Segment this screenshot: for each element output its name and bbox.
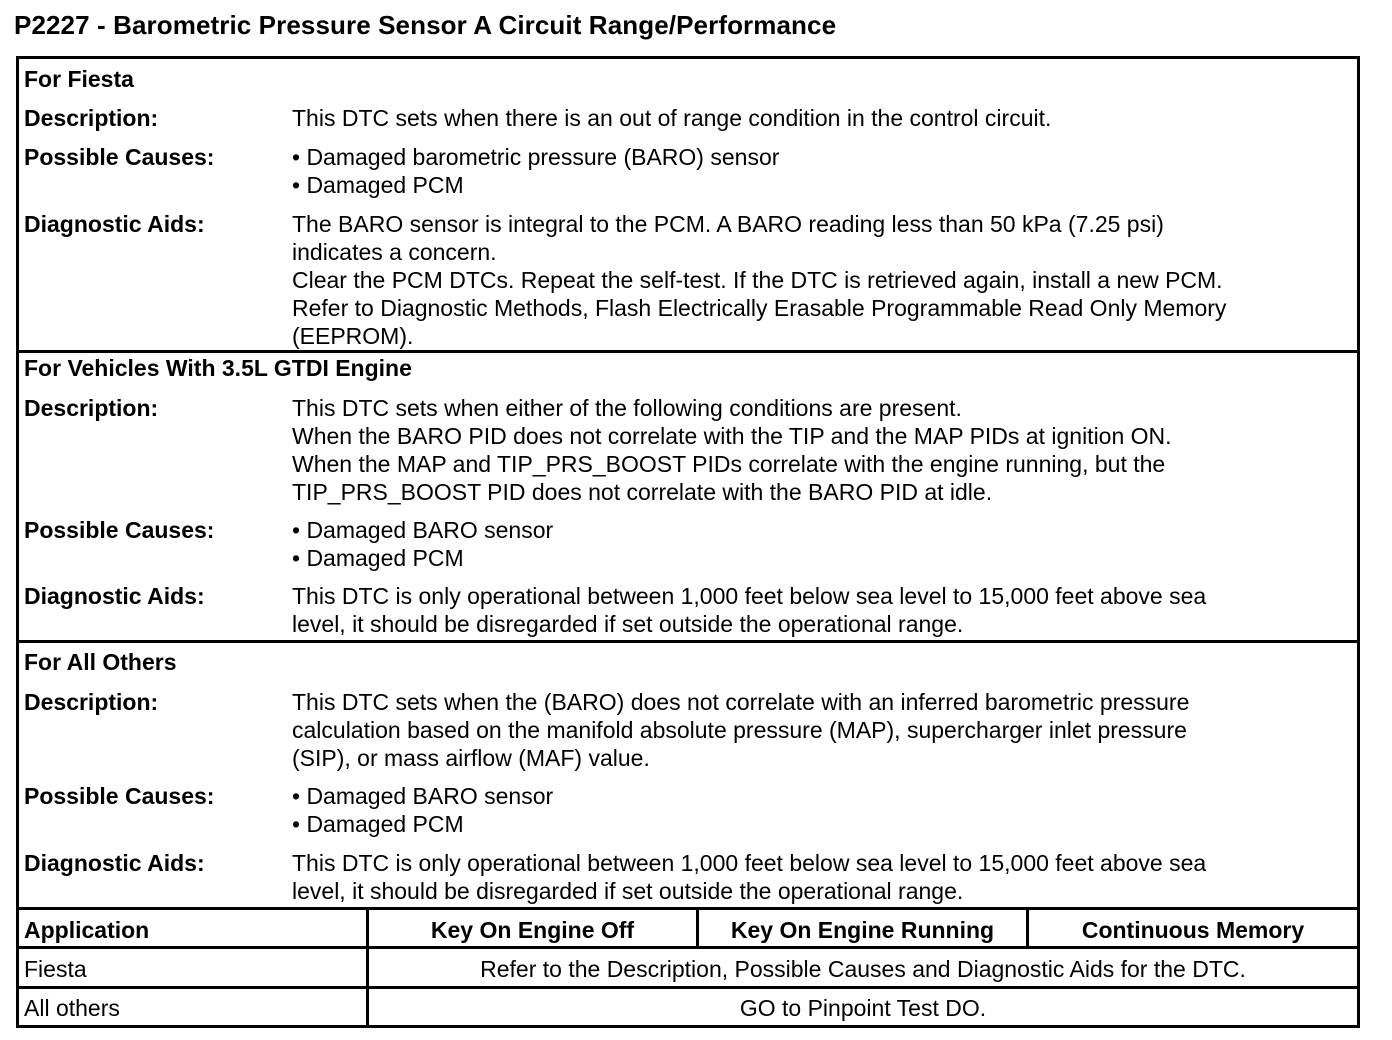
cause-item: • Damaged PCM — [292, 172, 464, 198]
section-heading: For Fiesta — [24, 66, 134, 92]
diagnostic-aids-text: This DTC is only operational between 1,000 feet below sea level to 15,000 feet above sea level, it should be disregarded if set outside the operational range. — [292, 850, 1207, 904]
description-label: Description: — [24, 395, 159, 421]
diagnostic-aids-text: The BARO sensor is integral to the PCM. A BARO reading less than 50 kPa (7.25 psi) indicates a concern. Clear the PCM DTCs. Repeat the self-test. If the DTC is retrieved again, install a new PCM. Refer to Diagnostic Methods, Flash Electrically Erasable Programmable Read Only Memory (EEPROM). — [292, 211, 1227, 349]
diagnostic-aids-label: Diagnostic Aids: — [24, 211, 205, 237]
possible-causes-label: Possible Causes: — [24, 517, 215, 543]
table-cell-value: Refer to the Description, Possible Causes and Diagnostic Aids for the DTC. — [480, 956, 1246, 982]
table-row-divider — [16, 946, 1360, 949]
cause-item: • Damaged barometric pressure (BARO) sensor — [292, 144, 780, 170]
section-divider — [16, 350, 1360, 353]
diagnostic-aids-label: Diagnostic Aids: — [24, 583, 205, 609]
table-header-application: Application — [24, 917, 150, 943]
possible-causes-label: Possible Causes: — [24, 144, 215, 170]
table-header-continuous-memory: Continuous Memory — [1081, 917, 1305, 943]
table-cell-value: GO to Pinpoint Test DO. — [739, 995, 987, 1021]
diagnostic-aids-text: This DTC is only operational between 1,000 feet below sea level to 15,000 feet above sea level, it should be disregarded if set outside the operational range. — [292, 583, 1207, 637]
table-header-koeo: Key On Engine Off — [430, 917, 635, 943]
cause-item: • Damaged BARO sensor — [292, 517, 554, 543]
possible-causes-label: Possible Causes: — [24, 783, 215, 809]
description-text: This DTC sets when the (BARO) does not correlate with an inferred barometric pressure calculation based on the manifold absolute pressure (MAP), supercharger inlet pressure (SIP), or mass airflow (MAF) value. — [292, 689, 1190, 771]
description-text: This DTC sets when either of the following conditions are present. When the BARO PID does not correlate with the TIP and the MAP PIDs at ignition ON. When the MAP and TIP_PRS_BOOST PIDs correlate with the engine running, but the TIP_PRS_BOOST PID does not correlate with the BARO PID at idle. — [292, 395, 1172, 505]
table-cell-application: Fiesta — [24, 956, 87, 982]
section-heading: For Vehicles With 3.5L GTDI Engine — [24, 355, 412, 381]
description-label: Description: — [24, 105, 159, 131]
description-text: This DTC sets when there is an out of range condition in the control circuit. — [292, 105, 1052, 131]
cause-item: • Damaged PCM — [292, 545, 464, 571]
description-label: Description: — [24, 689, 159, 715]
cause-item: • Damaged PCM — [292, 811, 464, 837]
page-title: P2227 - Barometric Pressure Sensor A Circuit Range/Performance — [14, 10, 837, 40]
cause-item: • Damaged BARO sensor — [292, 783, 554, 809]
table-divider — [16, 907, 1360, 910]
section-divider — [16, 640, 1360, 643]
table-cell-application: All others — [24, 995, 120, 1021]
table-header-koer: Key On Engine Running — [730, 917, 995, 943]
table-row-divider — [16, 986, 1360, 989]
diagnostic-aids-label: Diagnostic Aids: — [24, 850, 205, 876]
section-heading: For All Others — [24, 649, 177, 675]
